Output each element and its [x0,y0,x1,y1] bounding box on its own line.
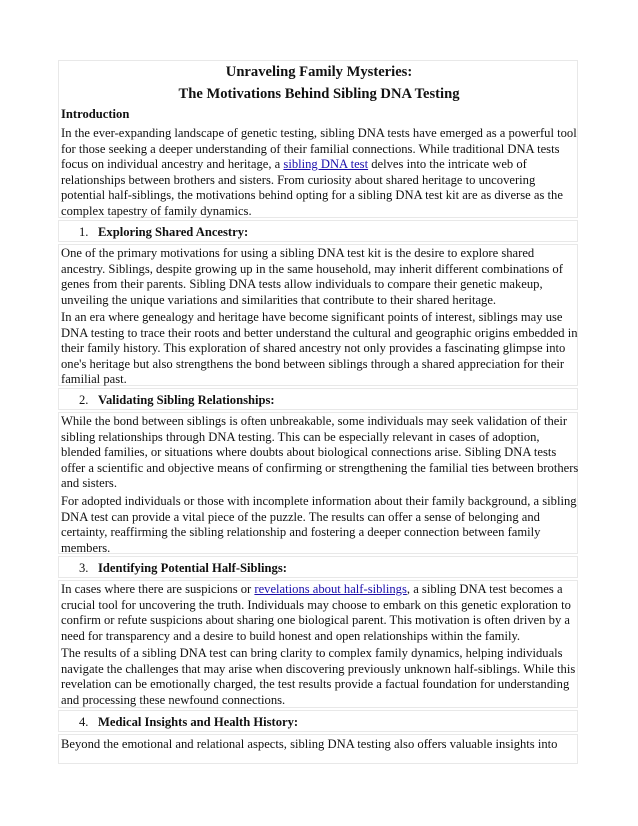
doc-title-line-1: Unraveling Family Mysteries: [225,64,413,80]
intro-text: focus on individual ancestry and heritage, a [61,157,284,172]
section-2-line: members. [61,540,111,555]
section-3-line: The results of a sibling DNA test can bring clarity to complex family dynamics, helping individuals [61,646,563,660]
section-3-line: and processing these newfound connections. [61,692,286,707]
section-3-text: In cases where there are suspicions or [61,582,255,596]
intro-text: delves into the intricate web of [368,157,527,172]
section-2-line: While the bond between siblings is often unbreakable, some individuals may seek validation of their [61,414,568,428]
section-3-number: 3. [79,561,89,575]
section-2-line: certainty, reaffirming the sibling relationship and fostering a deeper connection between family [61,525,541,540]
half-siblings-link[interactable]: revelations about half-siblings [254,582,407,596]
section-4-line: Beyond the emotional and relational aspects, sibling DNA testing also offers valuable insights into [61,737,558,751]
sibling-dna-test-link[interactable]: sibling DNA test [283,157,369,172]
intro-line: complex tapestry of family dynamics. [61,204,252,218]
section-1-line: ancestry. Siblings, despite growing up in the same household, may inherit different combinations of [61,261,563,276]
section-1-line: DNA testing to trace their roots and better understand the cultural and geographic origins embedded in [61,325,578,340]
section-3-line: crucial tool for uncovering the truth. Individuals may choose to embark on this genetic exploration to [61,597,571,612]
intro-line: potential half-siblings, the motivations behind opting for a sibling DNA test kit are as diverse as the [61,188,563,203]
intro-line [61,157,577,173]
section-1-line: familial past. [61,372,127,387]
section-2-line: DNA test can provide a vital piece of the puzzle. The results can offer a sense of belonging and [61,509,540,524]
section-2-line: blended families, or situations where doubts about biological connections arise. Sibling DNA tests [61,445,557,460]
section-3-text: , a sibling DNA test becomes a [406,582,563,596]
section-1-heading: Exploring Shared Ancestry: [98,225,249,239]
section-1-line: genes from their parents. Sibling DNA tests allow individuals to compare their genetic makeup, [61,277,543,292]
intro-line: for those seeking a deeper understanding of their familial connections. While traditional DNA tests [61,141,560,156]
section-1-line: In an era where genealogy and heritage have become significant points of interest, siblings may use [61,310,563,324]
section-4-number: 4. [79,715,89,729]
section-2-heading: Validating Sibling Relationships: [98,393,275,407]
section-3-line: revelation can be emotionally charged, the test results provide a factual foundation for understanding [61,677,570,692]
section-4-heading: Medical Insights and Health History: [98,715,299,729]
section-3-heading: Identifying Potential Half-Siblings: [98,561,287,575]
intro-line: relationships between brothers and sisters. From curiosity about shared heritage to uncovering [61,172,536,187]
section-2-line: offer a scientific and objective means of confirming or strengthening the familial ties between brothers [61,460,579,475]
section-2-number: 2. [79,393,89,407]
section-1-line: one's heritage but also strengthens the bond between siblings through a shared appreciation for their [61,356,565,371]
section-1-line: One of the primary motivations for using a sibling DNA test kit is the desire to explore shared [61,246,535,260]
section-3-line: navigate the challenges that may arise when discovering previously unknown half-siblings. While this [61,661,576,676]
section-2-line: For adopted individuals or those with incomplete information about their family background, a sibling [61,494,577,508]
doc-title-line-2: The Motivations Behind Sibling DNA Testing [178,86,460,102]
section-2-line: sibling relationships through DNA testing. This can be especially relevant in cases of adoption, [61,429,540,444]
section-1-number: 1. [79,225,89,239]
intro-line: In the ever-expanding landscape of genetic testing, sibling DNA tests have emerged as a powerful tool [61,126,577,140]
section-1-line: unveiling the unique variations and similarities that contribute to their shared heritage. [61,292,497,307]
intro-heading: Introduction [61,107,130,121]
section-2-line: and sisters. [61,476,117,491]
section-3-line: confirm or refute suspicions about sharing one biological parent. This motivation is often driven by a [61,613,571,628]
section-3-line: need for transparency and a desire to build honest and open relationships within the family. [61,628,521,643]
section-3-line [61,582,577,598]
section-1-line: their family history. This exploration of shared ancestry not only provides a fascinating glimpse into [61,341,566,356]
